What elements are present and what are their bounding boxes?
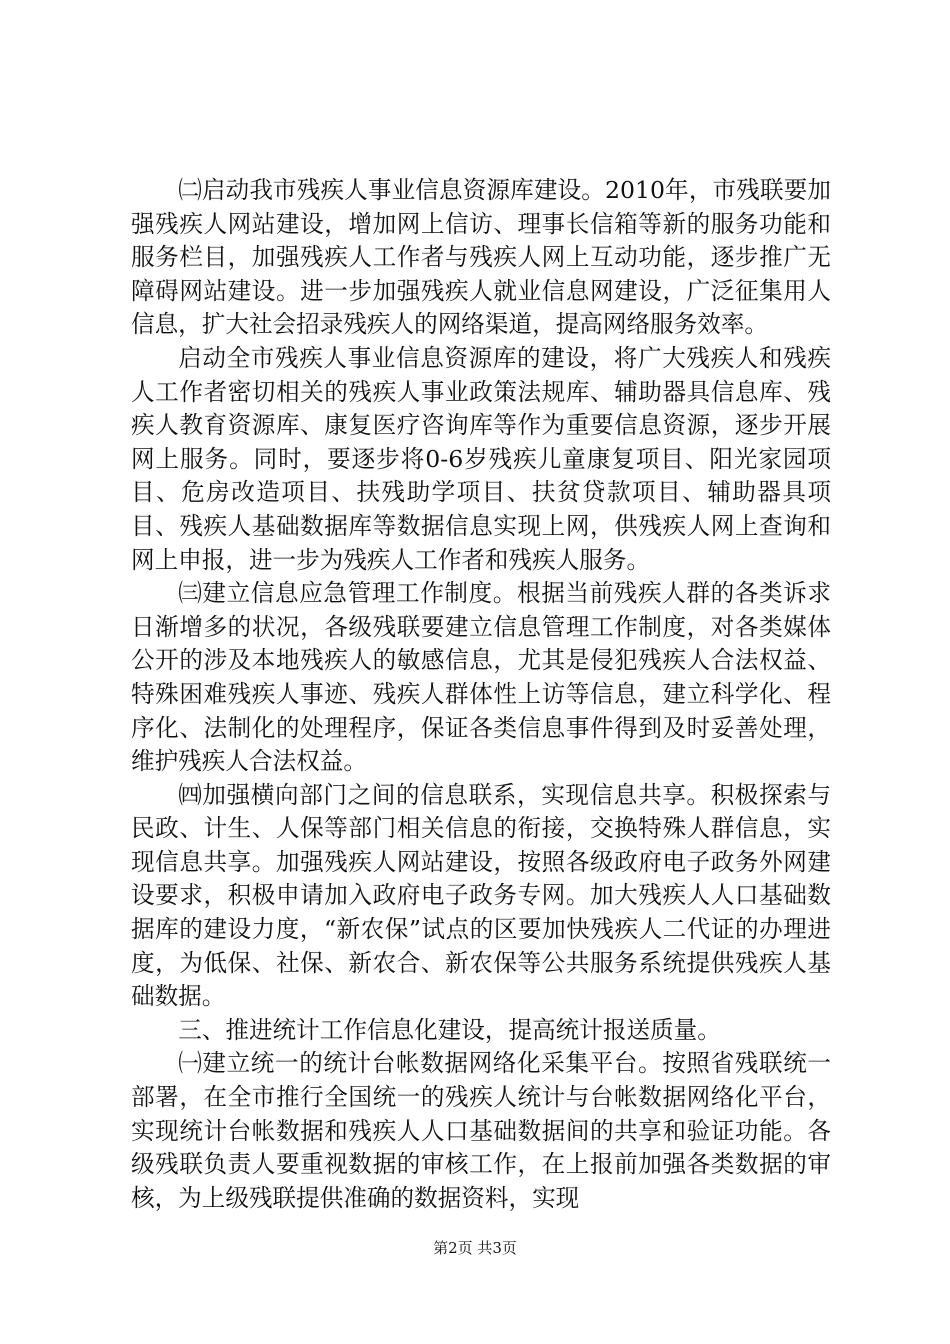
paragraph-info-resource-db: ㈡启动我市残疾人事业信息资源库建设。2010年，市残联要加强残疾人网站建设，增加网上信访、理事长信箱等新的服务功能和服务栏目，加强残疾人工作者与残疾人网上互动功能，逐步推广无障碍网站建设。进一步加强残疾人就业信息网建设，广泛征集用人信息，扩大社会招录残疾人的网络渠道，提高网络服务效率。: [131, 176, 831, 339]
page-footer: 第2页 共3页: [433, 1239, 517, 1257]
section-heading-statistics: 三、推进统计工作信息化建设，提高统计报送质量。: [178, 1015, 721, 1044]
paragraph-statistics-platform: ㈠建立统一的统计台帐数据网络化采集平台。按照省残联统一部署，在全市推行全国统一的残疾人统计与台帐数据网络化平台，实现统计台帐数据和残疾人人口基础数据间的共享和验证功能。各级残联负责人要重视数据的审核工作，在上报前加强各类数据的审核，为上级残联提供准确的数据资料，实现: [131, 1049, 831, 1212]
paragraph-emergency-management: ㈢建立信息应急管理工作制度。根据当前残疾人群的各类诉求日渐增多的状况，各级残联要建立信息管理工作制度，对各类媒体公开的涉及本地残疾人的敏感信息，尤其是侵犯残疾人合法权益、特殊困难残疾人事迹、残疾人群体性上访等信息，建立科学化、程序化、法制化的处理程序，保证各类信息事件得到及时妥善处理，维护残疾人合法权益。: [131, 579, 831, 776]
paragraph-information-sharing: ㈣加强横向部门之间的信息联系，实现信息共享。积极探索与民政、计生、人保等部门相关信息的衔接，交换特殊人群信息，实现信息共享。加强残疾人网站建设，按照各级政府电子政务外网建设要求，积极申请加入政府电子政务专网。加大残疾人人口基础数据库的建设力度，“新农保”试点的区要加快残疾人二代证的办理进度，为低保、社保、新农合、新农保等公共服务系统提供残疾人基础数据。: [131, 780, 831, 1011]
document-body: [131, 174, 831, 1215]
paragraph-resource-db-details: 启动全市残疾人事业信息资源库的建设，将广大残疾人和残疾人工作者密切相关的残疾人事业政策法规库、辅助器具信息库、残疾人教育资源库、康复医疗咨询库等作为重要信息资源，逐步开展网上服务。同时，要逐步将0-6岁残疾儿童康复项目、阳光家园项目、危房改造项目、扶残助学项目、扶贫贷款项目、辅助器具项目、残疾人基础数据库等数据信息实现上网，供残疾人网上查询和网上申报，进一步为残疾人工作者和残疾人服务。: [131, 343, 831, 574]
